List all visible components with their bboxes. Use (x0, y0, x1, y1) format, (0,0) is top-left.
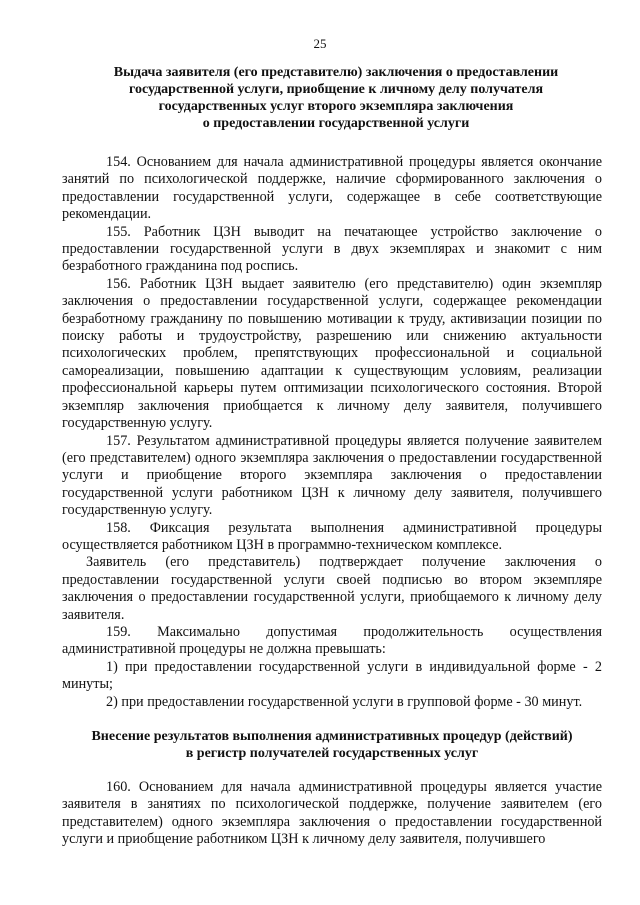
document-body (62, 154, 602, 849)
section-gap (62, 711, 602, 728)
paragraph-156: 156. Работник ЦЗН выдает заявителю (его представителю) один экземпляр заключения о предоставлении государственной услуги, содержащее рекомендации безработному гражданину по повышению мотивации к труду, активизации позиции по поиску работы и трудоустройству, разрешению или снижению актуальности психологических проблем, препятствующих профессиональной и социальной самореализации, повышению адаптации к существующим условиям, реализации профессиональной карьеры путем оптимизации психологического состояния. Второй экземпляр заключения приобщается к личному делу заявителя, получившего государственную услугу. (62, 275, 602, 432)
paragraph-158: 158. Фиксация результата выполнения административной процедуры осуществляется работником ЦЗН в программно-техническом комплексе. (62, 519, 602, 553)
heading-line: в регистр получателей государственных услуг (185, 746, 479, 761)
section-gap (62, 762, 602, 779)
heading-line: государственных услуг второго экземпляра заключения (158, 99, 514, 114)
heading-line: Внесение результатов выполнения административных процедур (действий) (91, 729, 573, 744)
section-heading-registry (70, 728, 594, 762)
heading-line: государственной услуги, приобщение к личному делу получателя (128, 82, 544, 97)
paragraph-157: 157. Результатом административной процедуры является получение заявителем (его представителем) одного экземпляра заключения о предоставлении государственной услуги и приобщение второго экземпляра заключения о предоставлении государственной услуги работником ЦЗН к личному делу заявителя, получившего государственную услугу. (62, 432, 602, 519)
paragraph-159-item-2: 2) при предоставлении государственной услуги в групповой форме - 30 минут. (106, 693, 583, 710)
paragraph-159: 159. Максимально допустимая продолжительность осуществления административной процедуры не должна превышать: (62, 623, 602, 658)
paragraph-159-item-1: 1) при предоставлении государственной услуги в индивидуальной форме - 2 минуты; (62, 658, 602, 693)
paragraph-160: 160. Основанием для начала административной процедуры является участие заявителя в занятиях по психологической поддержке, получение заявителем (его представителем) одного экземпляра заключения о предоставлении государственной услуги и приобщение работником ЦЗН к личному делу заявителя, получившего (62, 779, 602, 848)
heading-line: о предоставлении государственной услуги (202, 116, 470, 131)
paragraph-154: 154. Основанием для начала административной процедуры является окончание занятий по психологической поддержке, наличие сформированного заключения о предоставлении государственной услуги, содержащее в себе соответствующие рекомендации. (62, 154, 602, 223)
section-heading-issuance (82, 64, 590, 132)
paragraph-155: 155. Работник ЦЗН выводит на печатающее устройство заключение о предоставлении государственной услуги в двух экземплярах и знакомит с ним безработного гражданина под роспись. (62, 223, 602, 275)
heading-line: Выдача заявителя (его представителю) заключения о предоставлении (113, 65, 559, 80)
paragraph-applicant-signature: Заявитель (его представитель) подтверждает получение заключения о предоставлении государственной услуги своей подписью во втором экземпляре заключения о предоставлении государственной услуги, приобщаемого к личному делу заявителя. (62, 554, 602, 623)
page-number: 25 (313, 36, 327, 51)
